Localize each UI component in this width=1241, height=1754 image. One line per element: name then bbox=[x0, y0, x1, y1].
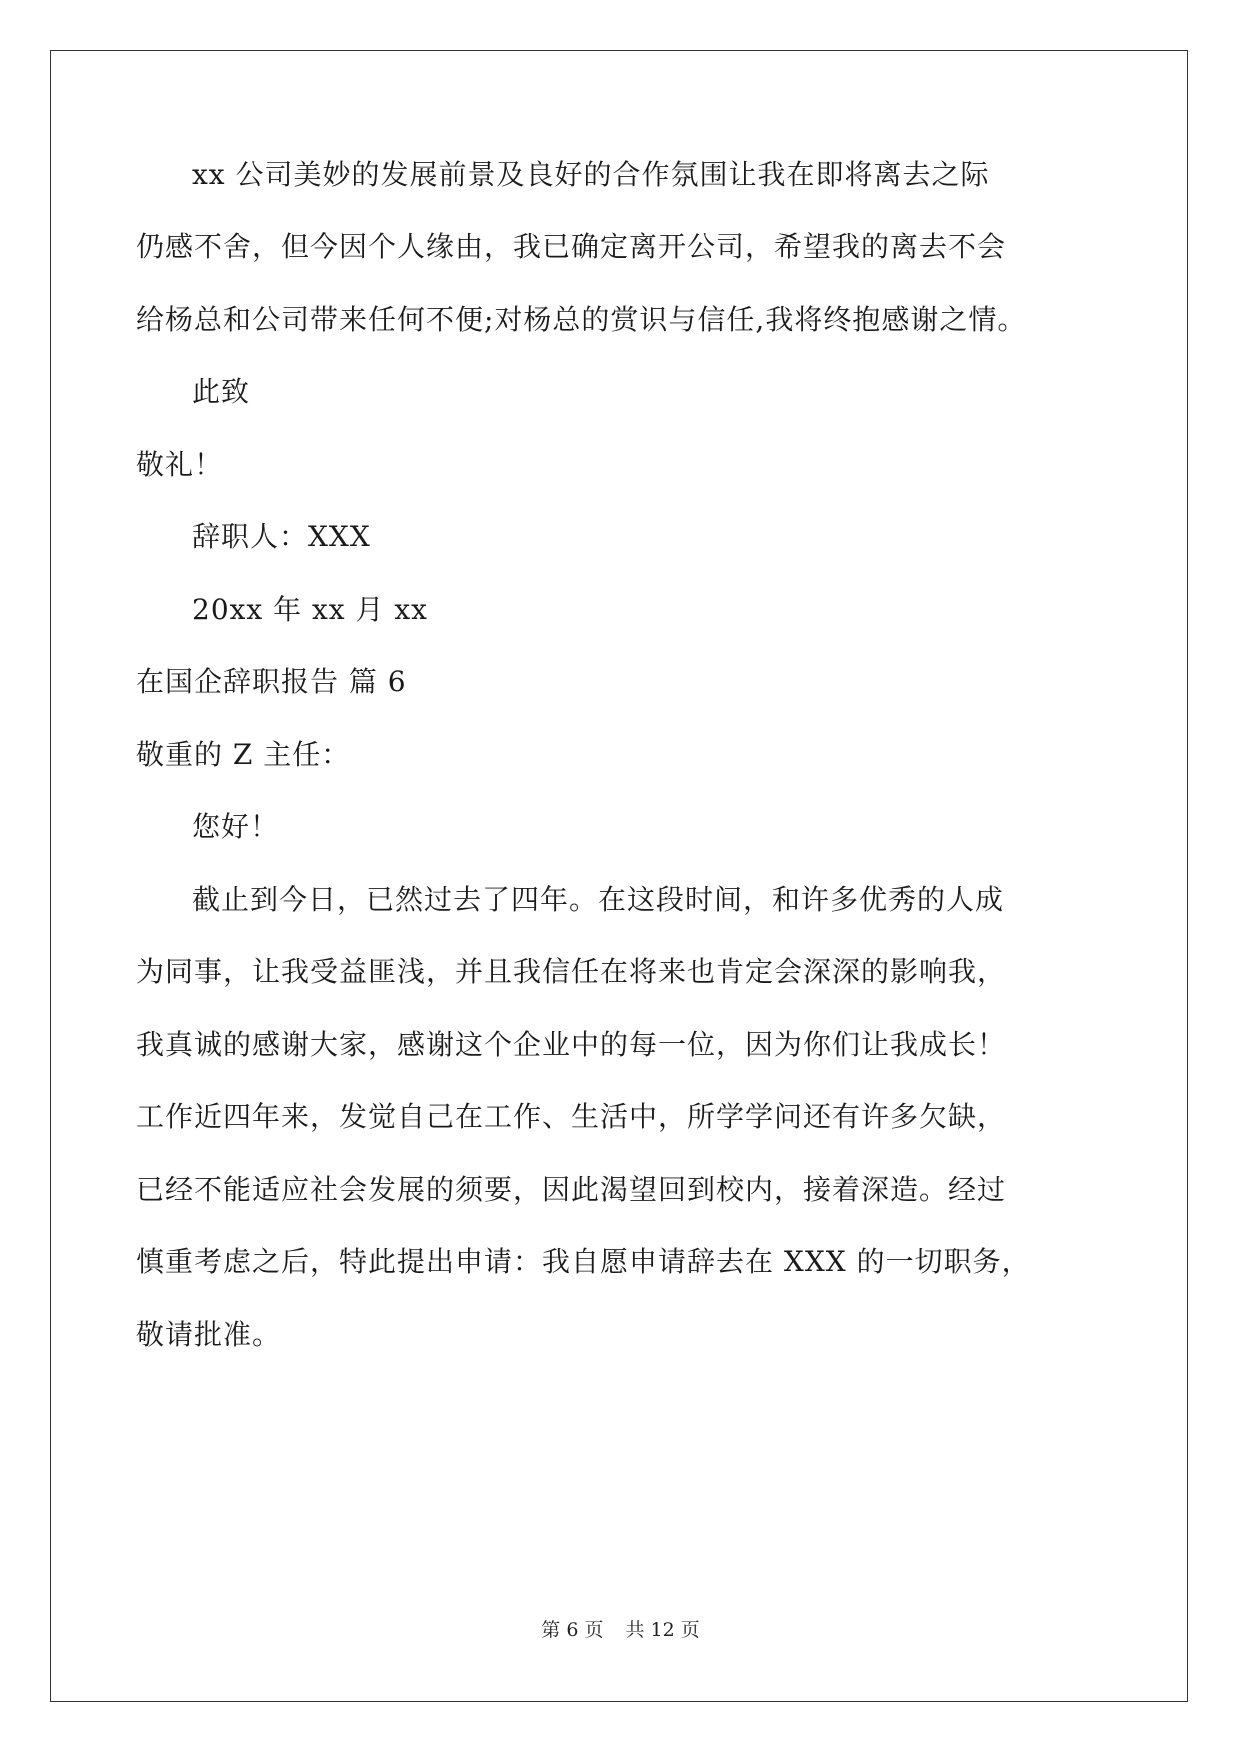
recipient-line: 敬重的 Z 主任： bbox=[136, 738, 351, 771]
page-footer bbox=[0, 1618, 1241, 1642]
page-total: 共 12 页 bbox=[625, 1619, 700, 1641]
date-line: 20xx 年 xx 月 xx bbox=[192, 593, 428, 626]
text-line: 截止到今日，已然过去了四年。在这段时间，和许多优秀的人成 bbox=[192, 883, 1005, 916]
closing-regards: 敬礼！ bbox=[136, 448, 224, 481]
section-heading: 在国企辞职报告 篇 6 bbox=[136, 665, 407, 698]
signature-line: 辞职人：XXX bbox=[192, 520, 371, 553]
text-line: 敬请批准。 bbox=[136, 1318, 282, 1351]
text-line: 仍感不舍，但今因个人缘由，我已确定离开公司，希望我的离去不会 bbox=[136, 230, 1007, 263]
text-line: 工作近四年来，发觉自己在工作、生活中，所学学问还有许多欠缺， bbox=[136, 1100, 1007, 1133]
text-line: 给杨总和公司带来任何不便;对杨总的赏识与信任,我将终抱感谢之情。 bbox=[136, 303, 1027, 336]
text-line: 慎重考虑之后，特此提出申请：我自愿申请辞去在 XXX 的一切职务， bbox=[136, 1245, 1031, 1278]
text-line: 为同事，让我受益匪浅，并且我信任在将来也肯定会深深的影响我， bbox=[136, 955, 1007, 988]
greeting-line: 您好！ bbox=[192, 810, 280, 843]
text-line: 已经不能适应社会发展的须要，因此渴望回到校内，接着深造。经过 bbox=[136, 1173, 1007, 1206]
page-number: 第 6 页 bbox=[541, 1619, 604, 1641]
closing-salutation: 此致 bbox=[192, 375, 251, 408]
text-line: xx 公司美妙的发展前景及良好的合作氛围让我在即将离去之际 bbox=[192, 158, 990, 191]
page-border bbox=[50, 50, 1188, 1702]
text-line: 我真诚的感谢大家，感谢这个企业中的每一位，因为你们让我成长！ bbox=[136, 1028, 1007, 1061]
